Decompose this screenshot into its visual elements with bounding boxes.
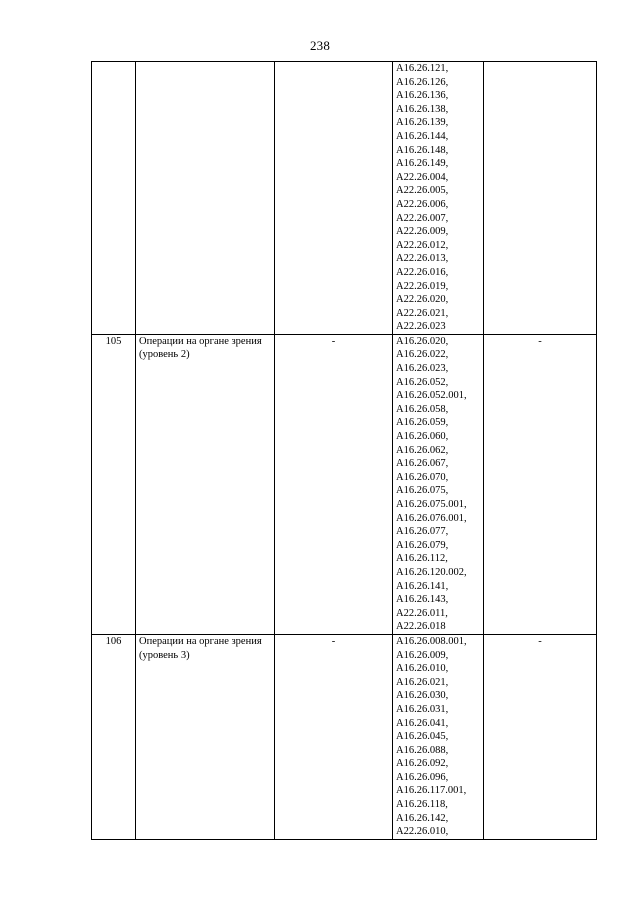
service-code: A22.26.021, xyxy=(396,307,449,319)
service-code: A22.26.020, xyxy=(396,294,449,306)
service-code: A22.26.007, xyxy=(396,212,449,224)
service-code: A16.26.008.001, xyxy=(396,635,467,647)
service-code: A16.26.088, xyxy=(396,744,449,756)
service-code: A16.26.144, xyxy=(396,130,449,142)
service-code: A16.26.141, xyxy=(396,580,449,592)
service-code: A16.26.045, xyxy=(396,731,449,743)
service-code: A16.26.030, xyxy=(396,690,449,702)
service-code: A16.26.112, xyxy=(396,553,448,565)
service-code: A16.26.138, xyxy=(396,103,449,115)
row-number xyxy=(92,62,136,335)
service-code: A22.26.009, xyxy=(396,226,449,238)
service-code: A16.26.052, xyxy=(396,376,449,388)
row-col3: - xyxy=(275,634,393,839)
service-code: A16.26.076.001, xyxy=(396,512,467,524)
service-code: A16.26.020, xyxy=(396,335,449,347)
service-code: A16.26.067, xyxy=(396,458,449,470)
row-number: 106 xyxy=(92,634,136,839)
service-code: A22.26.012, xyxy=(396,239,449,251)
service-code: A16.26.079, xyxy=(396,539,449,551)
row-number: 105 xyxy=(92,334,136,634)
table-row xyxy=(92,334,597,634)
service-code: A22.26.010, xyxy=(396,826,449,838)
service-code: A22.26.005, xyxy=(396,185,449,197)
service-code: A16.26.118, xyxy=(396,799,448,811)
service-code: A22.26.023 xyxy=(396,321,446,333)
service-code: A16.26.077, xyxy=(396,526,449,538)
service-code: A16.26.117.001, xyxy=(396,785,467,797)
service-code: A16.26.120.002, xyxy=(396,566,467,578)
service-code: A16.26.148, xyxy=(396,144,449,156)
service-code: A16.26.031, xyxy=(396,703,449,715)
row-name xyxy=(136,62,275,335)
service-code: A16.26.062, xyxy=(396,444,449,456)
service-code: A16.26.023, xyxy=(396,363,449,375)
service-code: A16.26.092, xyxy=(396,758,449,770)
service-code: A16.26.136, xyxy=(396,90,449,102)
service-code: A16.26.022, xyxy=(396,349,449,361)
service-code: A16.26.070, xyxy=(396,471,449,483)
service-code: A16.26.060, xyxy=(396,431,449,443)
service-code: A16.26.121, xyxy=(396,63,449,74)
service-code: A16.26.143, xyxy=(396,594,449,606)
service-code: A22.26.006, xyxy=(396,198,449,210)
service-code: A22.26.013, xyxy=(396,253,449,265)
row-col3 xyxy=(275,62,393,335)
table-row xyxy=(92,62,597,335)
row-col3: - xyxy=(275,334,393,634)
service-code: A22.26.004, xyxy=(396,171,449,183)
service-code: A16.26.041, xyxy=(396,717,449,729)
service-code: A16.26.096, xyxy=(396,771,449,783)
document-table xyxy=(91,61,597,840)
table-row xyxy=(92,634,597,839)
row-name: Операции на органе зрения (уровень 2) xyxy=(136,334,275,634)
row-col5: - xyxy=(484,334,597,634)
row-codes xyxy=(393,634,484,839)
page-number: 238 xyxy=(309,38,331,53)
service-code: A16.26.010, xyxy=(396,663,449,675)
service-code: A16.26.052.001, xyxy=(396,390,467,402)
service-code: A22.26.016, xyxy=(396,266,449,278)
service-code: A16.26.021, xyxy=(396,676,449,688)
row-name: Операции на органе зрения (уровень 3) xyxy=(136,634,275,839)
service-code: A16.26.075.001, xyxy=(396,499,467,510)
service-code: A16.26.075, xyxy=(396,485,449,497)
service-code: A16.26.059, xyxy=(396,417,449,429)
row-codes xyxy=(393,62,484,335)
service-code: A16.26.142, xyxy=(396,812,449,824)
row-codes xyxy=(393,334,484,634)
service-code: A16.26.126, xyxy=(396,76,449,88)
service-code: A22.26.019, xyxy=(396,280,449,292)
row-col5: - xyxy=(484,634,597,839)
service-code: A22.26.011, xyxy=(396,607,448,619)
service-code: A16.26.149, xyxy=(396,158,449,170)
service-code: A16.26.139, xyxy=(396,117,449,129)
service-code: A22.26.018 xyxy=(396,621,446,633)
row-col5 xyxy=(484,62,597,335)
service-code: A16.26.009, xyxy=(396,649,449,661)
service-code: A16.26.058, xyxy=(396,403,449,415)
